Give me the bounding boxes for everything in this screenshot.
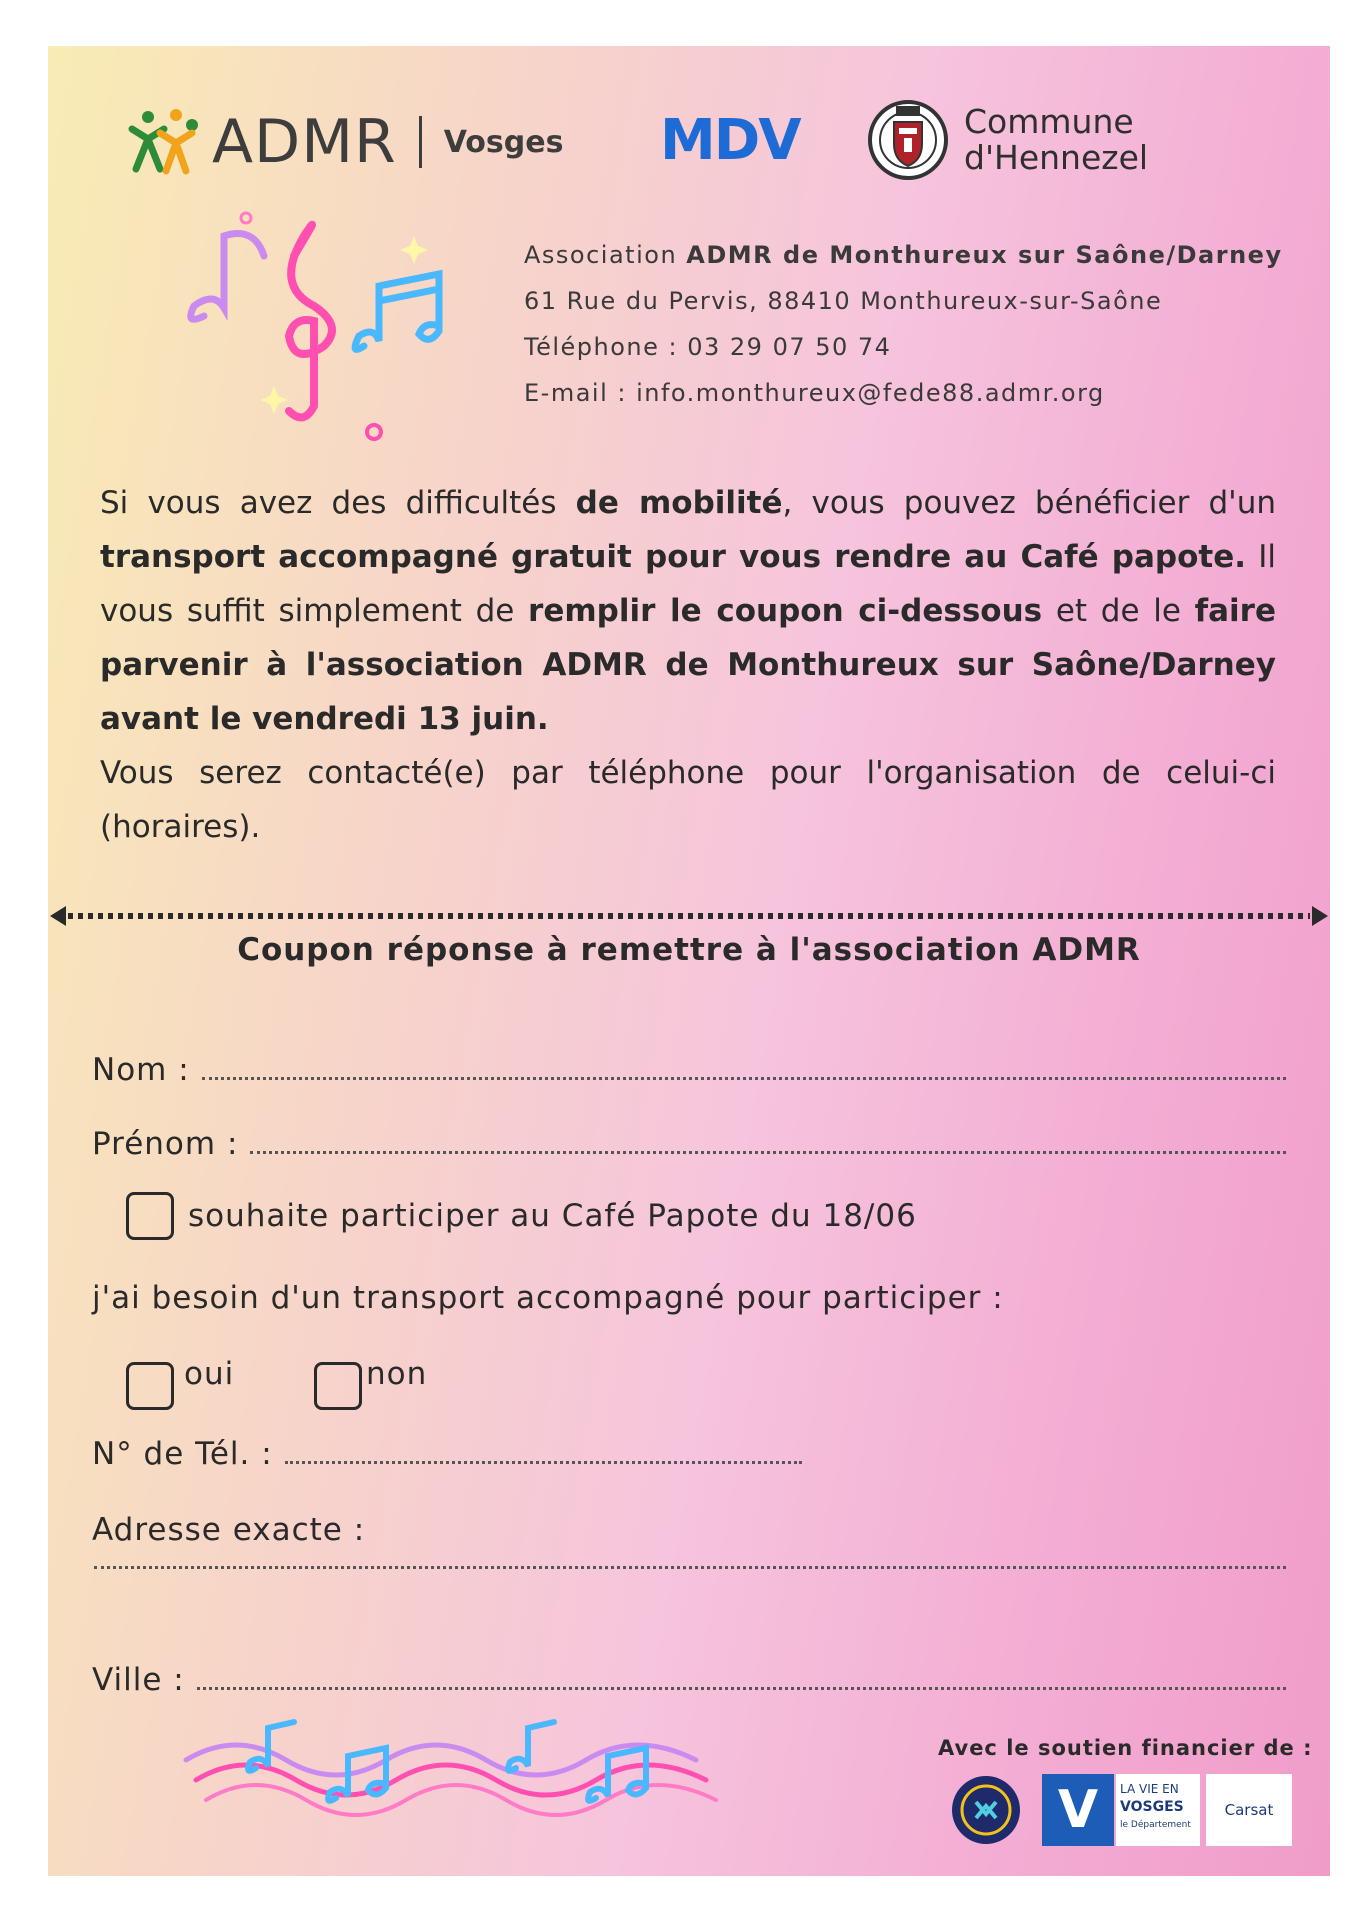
admr-region: Vosges <box>443 124 564 160</box>
prenom-field[interactable] <box>92 1126 1286 1162</box>
ville-field[interactable] <box>92 1662 1286 1698</box>
neon-music-notes-icon <box>164 196 504 446</box>
prenom-label: Prénom : <box>92 1126 239 1162</box>
commune-line2: d'Hennezel <box>964 138 1149 177</box>
intro-contact-line: Vous serez contacté(e) par téléphone pour l'organisation de celui-ci (horaires). <box>100 755 1276 845</box>
cut-line <box>48 904 1330 928</box>
neon-music-wave-icon <box>176 1710 766 1830</box>
admr-people-icon <box>128 107 206 177</box>
participate-label: souhaite participer au Café Papote du 18/06 <box>188 1198 917 1234</box>
adresse-label: Adresse exacte : <box>92 1512 366 1548</box>
street-line: 61 Rue du Pervis, 88410 Monthureux-sur-Saône <box>524 287 1163 315</box>
association-name-line: Association ADMR de Monthureux sur Saône/Darney <box>524 241 1283 269</box>
support-heading: Avec le soutien financier de : <box>938 1736 1313 1760</box>
tel-label: N° de Tél. : <box>92 1436 273 1472</box>
intro-paragraph: Si vous avez des difficultés de mobilité, vous pouvez bénéficier d'un transport accompagné gratuit pour vous rendre au Café papote. Il vous suffit simplement de remplir le coupon ci-dessous et de le faire parvenir à l'association ADMR de Monthureux sur Saône/Darney avant le vendredi 13 juin. Vous serez contacté(e) par téléphone pour l'organisation de celui-ci (horaires). <box>100 476 1276 854</box>
email-line: E-mail : info.monthureux@fede88.admr.org <box>524 379 1105 407</box>
nom-field[interactable] <box>92 1052 1286 1088</box>
prenom-dotted-line[interactable] <box>250 1150 1286 1154</box>
oui-label: oui <box>184 1356 235 1392</box>
coat-of-arms-icon <box>866 98 950 182</box>
participate-option[interactable] <box>126 1192 917 1240</box>
nom-dotted-line[interactable] <box>202 1076 1286 1080</box>
tel-dotted-line[interactable] <box>285 1460 802 1464</box>
sponsor-carsat-logo: Carsat <box>1206 1774 1292 1846</box>
association-address <box>524 232 1283 416</box>
commune-line1: Commune <box>964 102 1134 141</box>
non-label: non <box>366 1356 428 1392</box>
non-option[interactable] <box>314 1356 427 1410</box>
phone-line: Téléphone : 03 29 07 50 74 <box>524 333 892 361</box>
nom-label: Nom : <box>92 1052 190 1088</box>
ville-dotted-line[interactable] <box>197 1686 1286 1690</box>
participate-checkbox[interactable] <box>126 1192 174 1240</box>
flyer-page <box>48 46 1330 1876</box>
admr-logo <box>128 102 563 182</box>
oui-option[interactable] <box>126 1356 234 1410</box>
admr-wordmark: ADMR <box>212 107 397 177</box>
mdv-logo: MDV <box>660 108 800 173</box>
coupon-title: Coupon réponse à remettre à l'association ADMR <box>237 932 1141 968</box>
tel-field[interactable] <box>92 1436 802 1472</box>
sponsor-lavie-logo: LA VIE EN VOSGES le Département <box>1116 1774 1200 1846</box>
ville-label: Ville : <box>92 1662 185 1698</box>
non-checkbox[interactable] <box>314 1362 362 1410</box>
sponsor-v-logo: V <box>1042 1774 1114 1846</box>
logo-separator <box>419 116 422 168</box>
sponsor-vosges-circle-logo <box>950 1774 1022 1846</box>
association-name: ADMR de Monthureux sur Saône/Darney <box>686 241 1283 269</box>
oui-checkbox[interactable] <box>126 1362 174 1410</box>
commune-logo <box>866 98 1148 182</box>
transport-question: j'ai besoin d'un transport accompagné pour participer : <box>92 1280 1004 1316</box>
adresse-dotted-line[interactable] <box>94 1566 1286 1569</box>
